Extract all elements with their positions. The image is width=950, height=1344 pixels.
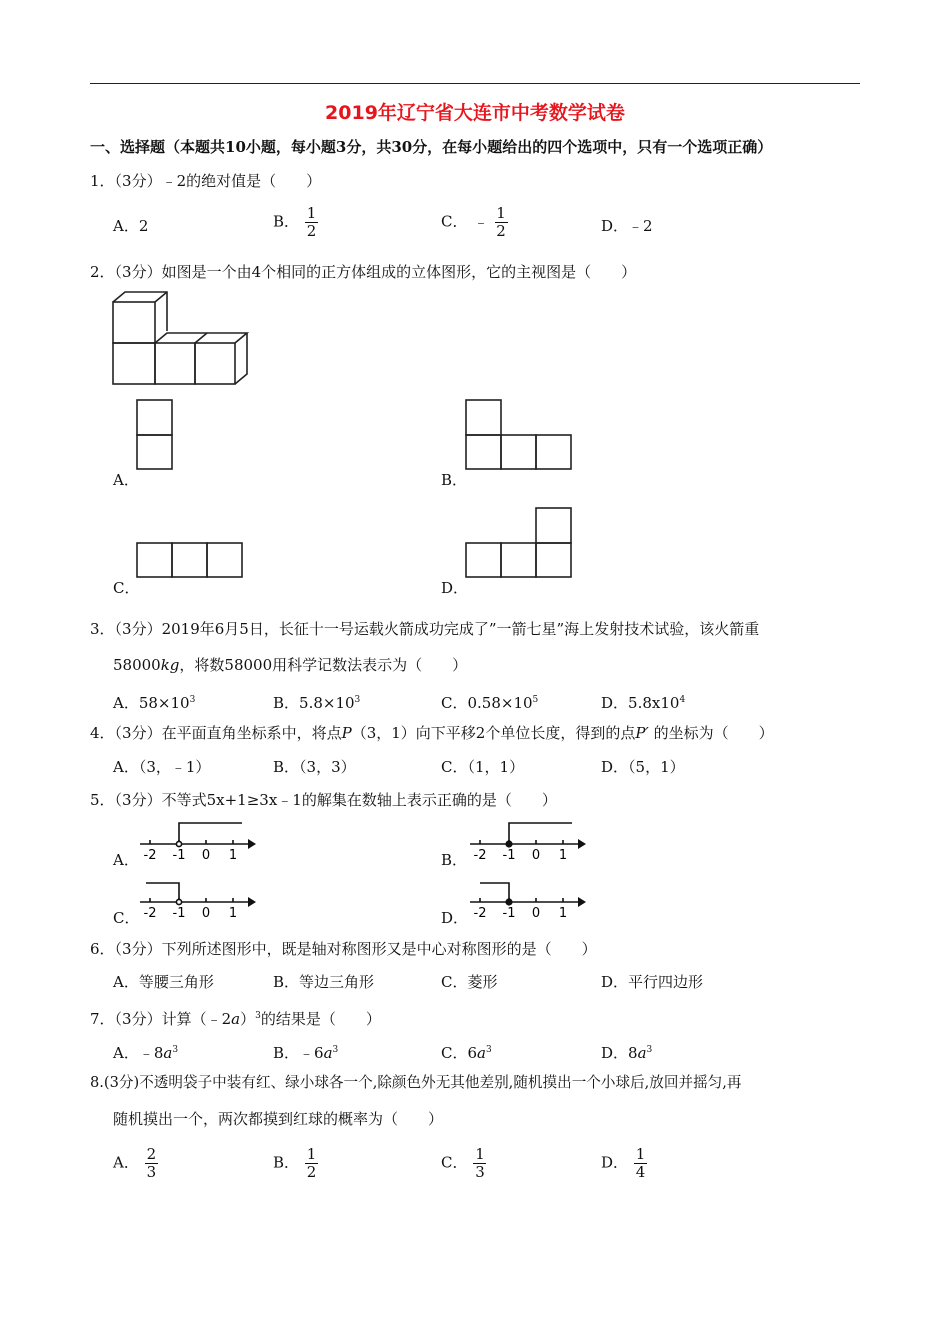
q7-option-d-coef: D．8 xyxy=(601,1044,638,1062)
exponent: 3 xyxy=(189,695,196,705)
q2-option-a: A． xyxy=(113,471,139,489)
q1-option-d: D．﹣2 xyxy=(601,217,653,235)
fraction-denominator: 2 xyxy=(306,222,317,240)
q4-stem-middle: （3，1）向下平移2个单位长度，得到的点 xyxy=(351,724,636,742)
q5-option-b: B． xyxy=(441,851,468,869)
exponent: 3 xyxy=(255,1011,261,1021)
q5-option-a-number-line xyxy=(138,820,260,862)
tick-label: -2 xyxy=(473,906,487,921)
q1-option-c-fraction xyxy=(495,205,508,240)
q2-option-d-figure xyxy=(465,507,575,579)
q8-option-b xyxy=(273,1146,318,1181)
exponent: 4 xyxy=(679,695,686,705)
fraction-denominator: 3 xyxy=(146,1163,157,1181)
fraction-numerator: 1 xyxy=(635,1145,646,1163)
q5-option-d-number-line xyxy=(468,878,590,920)
exponent: 5 xyxy=(532,695,539,705)
q3-stem-tail: ，将数58000用科学记数法表示为（ ） xyxy=(179,656,468,674)
q3-option-b-base: B．5.8×10 xyxy=(273,694,355,712)
q5-option-a: A． xyxy=(113,851,139,869)
variable-a: a xyxy=(163,1044,173,1062)
q2-option-b-figure xyxy=(465,399,575,471)
question-5-stem: 5．（3分）不等式5x+1≥3x﹣1的解集在数轴上表示正确的是（ ） xyxy=(90,791,557,809)
section-heading: 一、选择题（本题共10小题，每小题3分，共30分，在每小题给出的四个选项中，只有一个选项正确） xyxy=(90,138,773,156)
q6-option-b: B．等边三角形 xyxy=(273,973,375,991)
q4-option-d: D．（5，1） xyxy=(601,758,685,776)
q3-option-a-base: A．58×10 xyxy=(113,694,190,712)
exponent: 3 xyxy=(354,695,361,705)
tick-label: -1 xyxy=(502,906,516,921)
tick-label: 0 xyxy=(201,848,211,863)
q3-option-b xyxy=(273,690,360,713)
q7-option-d xyxy=(601,1040,652,1063)
q1-option-b-label: B． xyxy=(273,212,300,231)
q3-option-c-base: C．0.58×10 xyxy=(441,694,533,712)
q1-option-b xyxy=(273,205,318,240)
q8-option-d-fraction xyxy=(634,1146,647,1181)
q6-option-c: C．菱形 xyxy=(441,973,498,991)
q3-option-a xyxy=(113,690,195,713)
q2-option-b: B． xyxy=(441,471,468,489)
fraction-numerator: 1 xyxy=(496,204,506,222)
q7-option-a xyxy=(113,1040,178,1063)
q7-option-c xyxy=(441,1040,492,1063)
point-p: P xyxy=(341,724,352,742)
fraction-numerator: 1 xyxy=(306,1145,317,1163)
q7-stem-end: 的结果是（ ） xyxy=(260,1010,381,1028)
q4-option-b: B．（3，3） xyxy=(273,758,356,776)
cube-solid-figure xyxy=(108,291,258,387)
tick-label: 1 xyxy=(228,848,238,863)
q7-option-b-coef: B．﹣6 xyxy=(273,1044,324,1062)
question-4-stem xyxy=(90,723,774,743)
fraction-numerator: 2 xyxy=(146,1145,157,1163)
q5-option-b-number-line xyxy=(468,820,590,862)
exponent: 3 xyxy=(172,1045,179,1055)
question-7-stem xyxy=(90,1006,381,1029)
question-3-stem-line2 xyxy=(113,655,467,675)
tick-label: -1 xyxy=(502,848,516,863)
variable-a: a xyxy=(637,1044,647,1062)
question-8-stem-line1: 8.(3分)不透明袋子中装有红、绿小球各一个,除颜色外无其他差别,随机摸出一个小球后,放回并摇匀,再 xyxy=(90,1074,742,1091)
q1-option-b-fraction xyxy=(305,205,318,240)
q4-stem-end: 的坐标为（ ） xyxy=(653,724,774,742)
q2-option-a-figure xyxy=(136,399,176,471)
exponent: 3 xyxy=(485,1045,492,1055)
q5-option-d: D． xyxy=(441,909,469,927)
tick-label: 0 xyxy=(201,906,211,921)
question-3-stem-line1: 3．（3分）2019年6月5日，长征十一号运载火箭成功完成了”一箭七星”海上发射技术试验，该火箭重 xyxy=(90,620,760,638)
q7-option-a-coef: A．﹣8 xyxy=(113,1044,164,1062)
tick-label: -1 xyxy=(172,848,186,863)
q1-option-c-label: C． xyxy=(441,212,468,231)
question-1-stem: 1．（3分）﹣2的绝对值是（ ） xyxy=(90,172,322,190)
q8-option-a-fraction xyxy=(145,1146,158,1181)
tick-label: 1 xyxy=(558,906,568,921)
q8-option-a xyxy=(113,1146,158,1181)
variable-a: a xyxy=(323,1044,333,1062)
question-2-stem: 2．（3分）如图是一个由4个相同的正方体组成的立体图形，它的主视图是（ ） xyxy=(90,263,637,281)
q5-option-c: C． xyxy=(113,909,140,927)
q7-stem-start: 7．（3分）计算（﹣2 xyxy=(90,1010,232,1028)
q3-option-c xyxy=(441,690,538,713)
q6-option-a: A．等腰三角形 xyxy=(113,973,214,991)
q3-mass-value: 58000 xyxy=(113,656,161,674)
fraction-numerator: 1 xyxy=(306,204,317,222)
fraction-numerator: 1 xyxy=(475,1145,485,1163)
q3-mass-unit: kg xyxy=(160,656,180,674)
q3-option-d xyxy=(601,690,685,713)
q3-option-d-base: D．5.8x10 xyxy=(601,694,680,712)
q8-option-c-label: C． xyxy=(441,1153,468,1172)
q8-option-d-label: D． xyxy=(601,1153,629,1172)
q4-option-a: A．（3，﹣1） xyxy=(113,758,211,776)
q8-option-d xyxy=(601,1146,647,1181)
q2-option-c: C． xyxy=(113,579,140,597)
q4-stem-start: 4．（3分）在平面直角坐标系中，将点 xyxy=(90,724,342,742)
exponent: 3 xyxy=(646,1045,653,1055)
q8-option-b-label: B． xyxy=(273,1153,300,1172)
q5-option-c-number-line xyxy=(138,878,260,920)
q1-option-a: A．2 xyxy=(113,217,149,235)
q7-close-paren: ） xyxy=(240,1010,256,1028)
q2-option-c-figure xyxy=(136,542,246,580)
fraction-denominator: 2 xyxy=(306,1163,317,1181)
q8-option-c xyxy=(441,1146,486,1181)
q7-option-c-coef: C．6 xyxy=(441,1044,478,1062)
q2-option-d: D． xyxy=(441,579,469,597)
question-6-stem: 6．（3分）下列所述图形中，既是轴对称图形又是中心对称图形的是（ ） xyxy=(90,940,597,958)
tick-label: 1 xyxy=(228,906,238,921)
fraction-denominator: 4 xyxy=(635,1163,646,1181)
exam-title: 2019年辽宁省大连市中考数学试卷 xyxy=(325,102,625,124)
q6-option-d: D．平行四边形 xyxy=(601,973,704,991)
tick-label: 0 xyxy=(531,906,541,921)
tick-label: -2 xyxy=(143,906,157,921)
tick-label: -2 xyxy=(143,848,157,863)
tick-label: -1 xyxy=(172,906,186,921)
question-8-stem-line2: 随机摸出一个，两次都摸到红球的概率为（ ） xyxy=(113,1110,444,1128)
q1-option-c xyxy=(441,205,508,240)
point-p-prime: P′ xyxy=(635,724,649,742)
q4-option-c: C．（1，1） xyxy=(441,758,525,776)
minus-sign: ﹣ xyxy=(473,212,489,231)
variable-a: a xyxy=(231,1010,241,1028)
q8-option-b-fraction xyxy=(305,1146,318,1181)
q8-option-c-fraction xyxy=(473,1146,486,1181)
fraction-denominator: 2 xyxy=(496,222,506,240)
q8-option-a-label: A． xyxy=(113,1153,139,1172)
tick-label: 0 xyxy=(531,848,541,863)
header-rule xyxy=(90,83,860,84)
variable-a: a xyxy=(477,1044,486,1062)
q7-option-b xyxy=(273,1040,338,1063)
tick-label: 1 xyxy=(558,848,568,863)
fraction-denominator: 3 xyxy=(475,1163,485,1181)
tick-label: -2 xyxy=(473,848,487,863)
exponent: 3 xyxy=(332,1045,339,1055)
